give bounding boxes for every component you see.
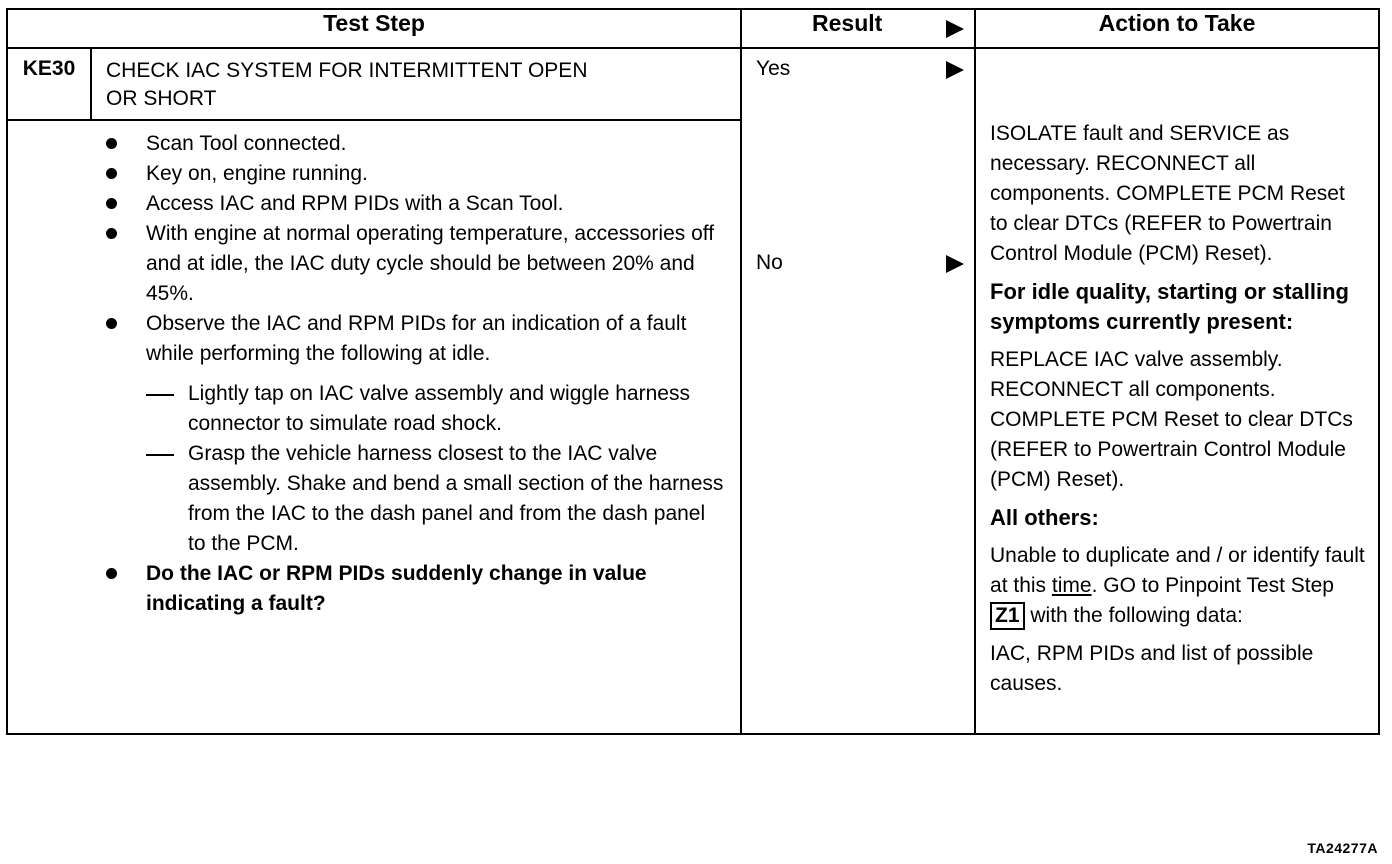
action-no-text-2b: . GO to Pinpoint Test Step: [1091, 574, 1334, 597]
step-question-list: [104, 559, 726, 619]
list-item: Access IAC and RPM PIDs with a Scan Tool.: [104, 189, 726, 219]
action-no-text-2: [990, 541, 1368, 631]
header-result-label: Result: [812, 10, 883, 36]
list-item: With engine at normal operating temperature, accessories off and at idle, the IAC duty cycle should be between 20% and 45%.: [104, 219, 726, 309]
list-item: Lightly tap on IAC valve assembly and wiggle harness connector to simulate road shock.: [104, 379, 726, 439]
result-cell: [741, 48, 975, 734]
action-yes-text: ISOLATE fault and SERVICE as necessary. RECONNECT all components. COMPLETE PCM Reset to clear DTCs (REFER to Powertrain Control Module (PCM) Reset).: [990, 122, 1345, 265]
step-title-line1: CHECK IAC SYSTEM FOR INTERMITTENT OPEN: [106, 59, 588, 82]
step-bullet-list: [104, 129, 726, 369]
list-item: Grasp the vehicle harness closest to the IAC valve assembly. Shake and bend a small section of the harness from the IAC to the dash panel and from the dash panel to the PCM.: [104, 439, 726, 559]
result-yes-label: Yes: [756, 57, 791, 80]
action-no-text-2-time: time: [1051, 574, 1092, 597]
list-item: Key on, engine running.: [104, 159, 726, 189]
step-id: KE30: [7, 48, 91, 120]
action-no-text-2c: with the following data:: [1024, 604, 1243, 627]
action-cell: [975, 48, 1379, 734]
step-title: [91, 48, 741, 120]
diagnostic-test-table: [6, 8, 1380, 735]
step-body: [7, 120, 741, 734]
table-header-row: [7, 9, 1379, 48]
arrow-right-icon: [946, 20, 964, 38]
header-result: [741, 9, 975, 48]
step-title-row: [7, 48, 1379, 120]
action-no-heading-2: All others:: [990, 505, 1099, 530]
header-action: Action to Take: [975, 9, 1379, 48]
action-no-text-3: IAC, RPM PIDs and list of possible causes.: [990, 642, 1314, 695]
arrow-right-icon: [946, 255, 964, 273]
action-spacer: [990, 57, 1368, 119]
list-item: Scan Tool connected.: [104, 129, 726, 159]
action-no-text-1: REPLACE IAC valve assembly. RECONNECT all components. COMPLETE PCM Reset to clear DTCs (REFER to Powertrain Control Module (PCM) Reset).: [990, 348, 1353, 491]
action-no-text-2a: Unable to duplicate and / or identify fault at this: [990, 544, 1365, 597]
result-yes: [756, 57, 790, 81]
result-no-label: No: [756, 251, 783, 274]
pinpoint-step-link[interactable]: Z1: [990, 602, 1025, 630]
action-no-heading-1: For idle quality, starting or stalling symptoms currently present:: [990, 279, 1349, 334]
list-item: Observe the IAC and RPM PIDs for an indication of a fault while performing the following at idle.: [104, 309, 726, 369]
step-title-line2: OR SHORT: [106, 87, 217, 110]
header-test-step: Test Step: [7, 9, 741, 48]
step-dash-list: [104, 379, 726, 559]
body-spacer: [104, 619, 726, 723]
result-no: [756, 251, 783, 275]
arrow-right-icon: [946, 61, 964, 79]
figure-code: TA24277A: [1307, 840, 1378, 856]
step-question: Do the IAC or RPM PIDs suddenly change in value indicating a fault?: [104, 559, 726, 619]
